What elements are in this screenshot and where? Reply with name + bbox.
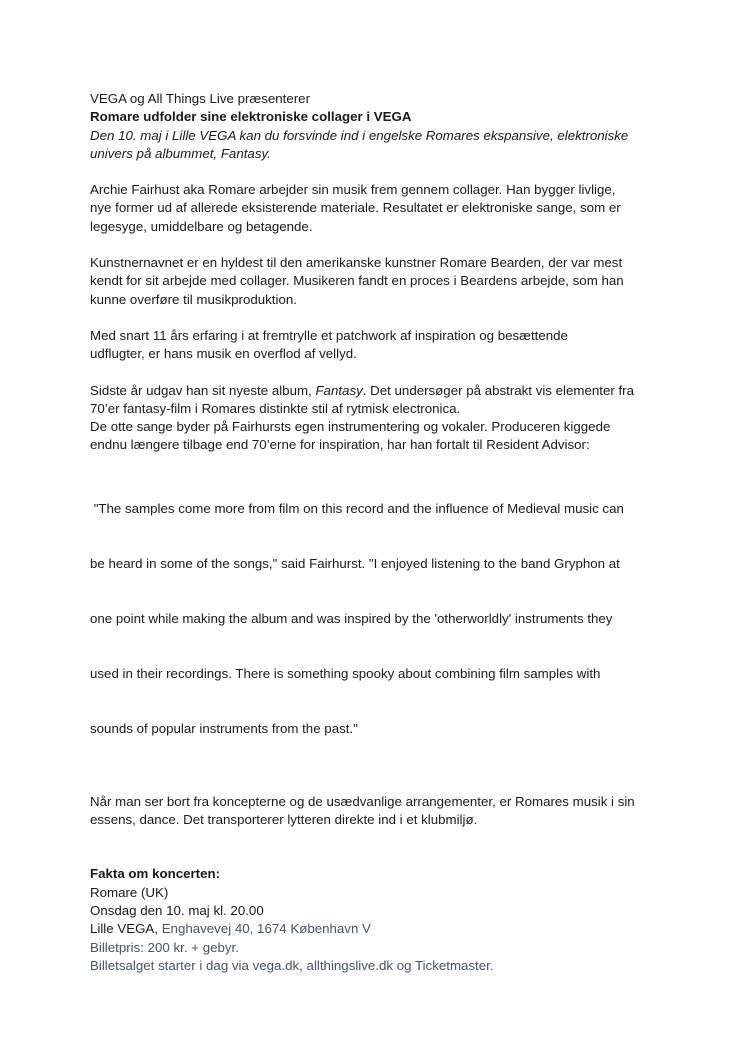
document-content xyxy=(90,90,665,975)
paragraph-line: 70’er fantasy-film i Romares distinkte stil af rytmisk electronica. xyxy=(90,400,461,416)
text-run: Sidste år udgav han sit nyeste album, xyxy=(90,382,316,398)
paragraph-line: kunne overføre til musikproduktion. xyxy=(90,291,297,307)
paragraph-line: kendt for sit arbejde med collager. Musikeren fandt en proces i Beardens arbejde, som han xyxy=(90,273,624,289)
paragraph-line: nye former ud af allerede eksisterende materiale. Resultatet er elektroniske sange, som er xyxy=(90,200,621,216)
paragraph-line xyxy=(90,382,665,400)
quote-line: one point while making the album and was inspired by the 'otherworldly' instruments they xyxy=(90,611,613,627)
paragraph-1 xyxy=(90,181,665,236)
paragraph-line: Archie Fairhust aka Romare arbejder sin musik frem gennem collager. Han bygger livlige, xyxy=(90,182,616,198)
paragraph-3 xyxy=(90,327,665,364)
paragraph-4 xyxy=(90,382,665,455)
paragraph-line: Når man ser bort fra koncepterne og de usædvanlige arrangementer, er Romares musik i sin xyxy=(90,793,635,809)
text-run: . Det undersøger på abstrakt vis elementer fra xyxy=(362,382,634,398)
paragraph-line: Med snart 11 års erfaring i at fremtrylle et patchwork af inspiration og besættende xyxy=(90,327,568,343)
quote-paragraph xyxy=(90,464,665,775)
paragraph-5 xyxy=(90,793,665,830)
facts-sales: Billetsalget starter i dag via vega.dk, allthingslive.dk og Ticketmaster. xyxy=(90,957,494,973)
quote-line: sounds of popular instruments from the past." xyxy=(90,720,358,736)
venue-label: Lille VEGA, xyxy=(90,921,162,937)
facts-venue xyxy=(90,920,665,938)
paragraph-line: essens, dance. Det transporterer lytteren direkte ind i et klubmiljø. xyxy=(90,812,478,828)
facts-section xyxy=(90,865,665,975)
paragraph-line: legesyge, umiddelbare og betagende. xyxy=(90,218,313,234)
paragraph-line: endnu længere tilbage end 70’erne for inspiration, har han fortalt til Resident Advisor: xyxy=(90,437,590,453)
album-title: Fantasy xyxy=(315,382,363,398)
headline: Romare udfolder sine elektroniske collager i VEGA xyxy=(90,109,412,125)
presenter-line: VEGA og All Things Live præsenterer xyxy=(90,91,311,106)
lead-line-1: Den 10. maj i Lille VEGA kan du forsvinde ind i engelske Romares ekspansive, elektroniske xyxy=(90,127,629,143)
facts-artist: Romare (UK) xyxy=(90,884,169,900)
quote-line: be heard in some of the songs," said Fairhurst. "I enjoyed listening to the band Gryphon at xyxy=(90,556,620,572)
quote-line: used in their recordings. There is something spooky about combining film samples with xyxy=(90,666,601,682)
quote-line: "The samples come more from film on this record and the influence of Medieval music can xyxy=(90,501,624,517)
lead-line-2: univers på albummet, Fantasy. xyxy=(90,145,271,161)
paragraph-line: De otte sange byder på Fairhursts egen instrumentering og vokaler. Produceren kiggede xyxy=(90,419,611,435)
facts-date: Onsdag den 10. maj kl. 20.00 xyxy=(90,902,264,918)
facts-heading: Fakta om koncerten: xyxy=(90,866,221,882)
paragraph-line: Kunstnernavnet er en hyldest til den amerikanske kunstner Romare Bearden, der var mest xyxy=(90,255,623,271)
paragraph-line: udflugter, er hans musik en overflod af vellyd. xyxy=(90,346,357,362)
venue-address: Enghavevej 40, 1674 København V xyxy=(161,921,371,937)
facts-price: Billetpris: 200 kr. + gebyr. xyxy=(90,939,239,955)
paragraph-2 xyxy=(90,254,665,309)
